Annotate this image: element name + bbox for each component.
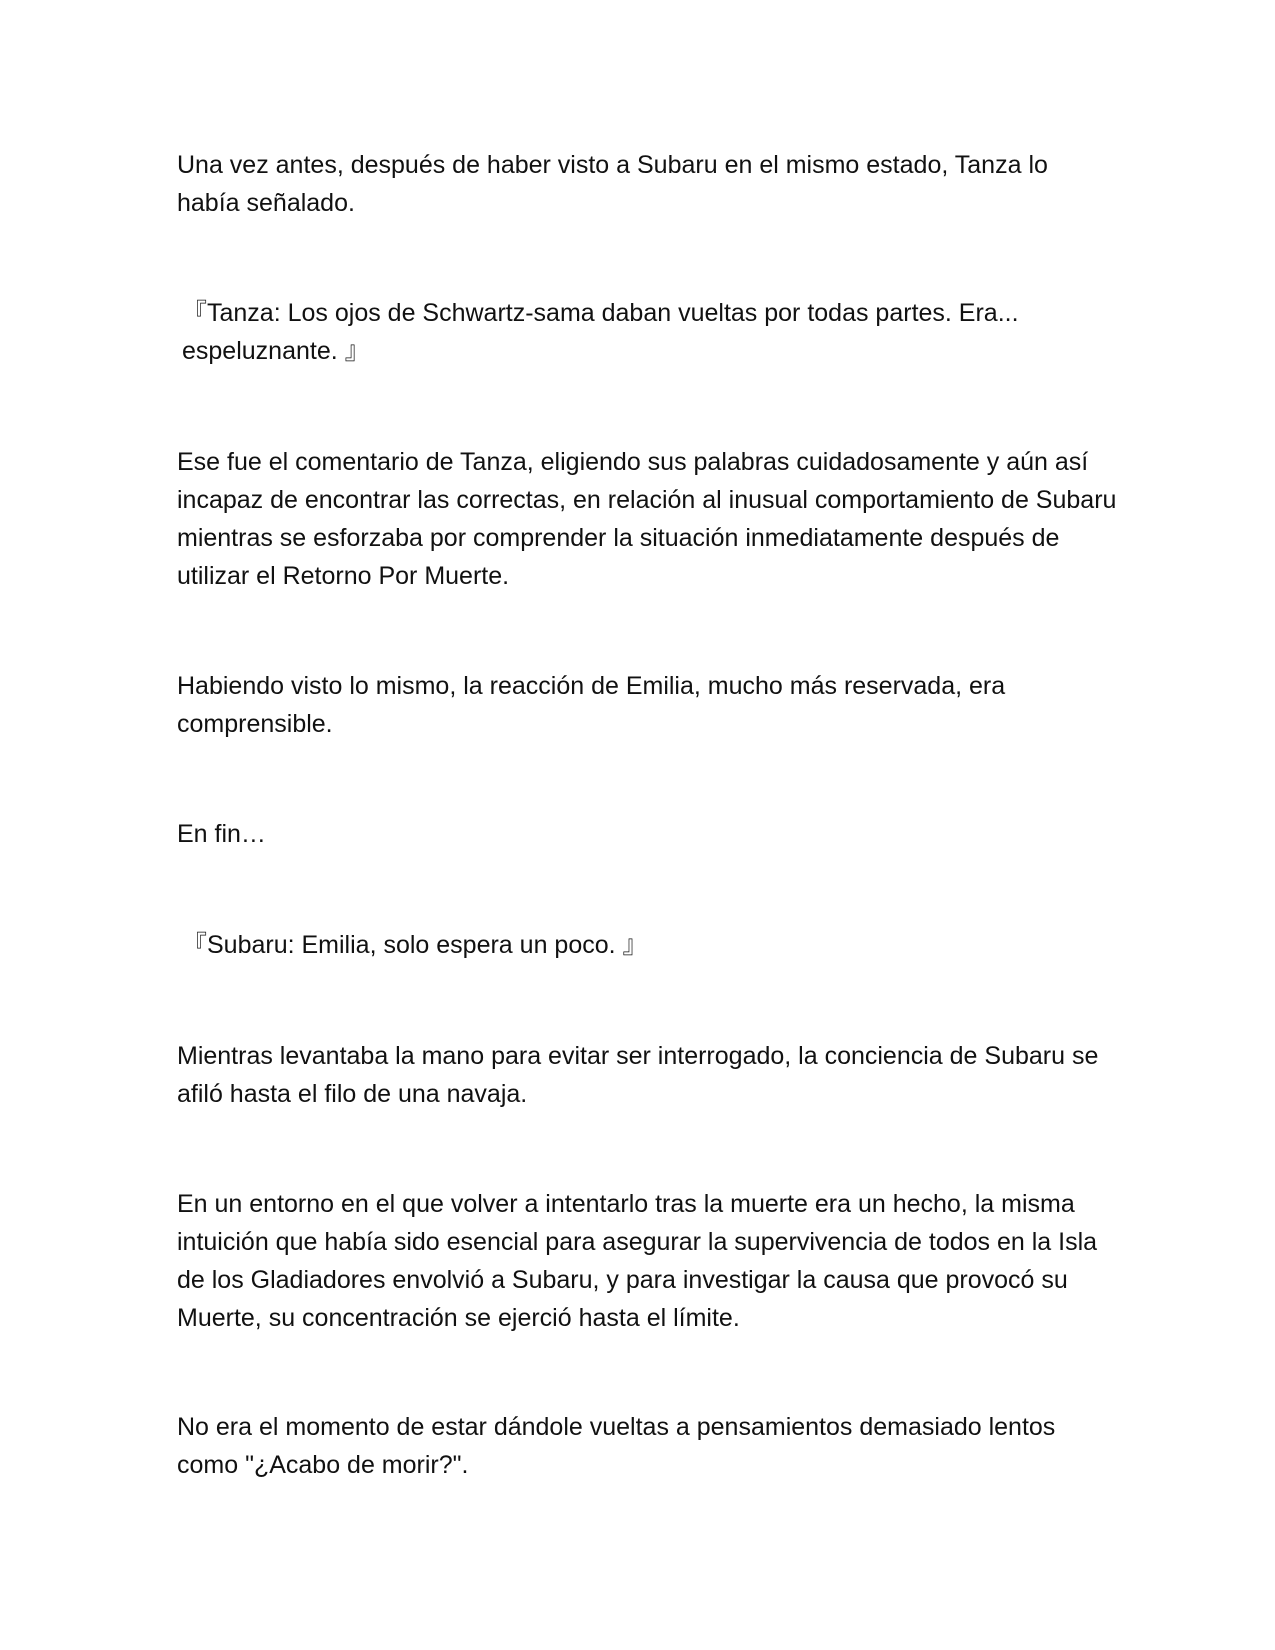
paragraph: Habiendo visto lo mismo, la reacción de Emilia, mucho más reservada, era comprensible. <box>177 672 1006 738</box>
paragraph: Una vez antes, después de haber visto a Subaru en el mismo estado, Tanza lo había señalado. <box>177 151 1048 217</box>
paragraph: Mientras levantaba la mano para evitar ser interrogado, la conciencia de Subaru se afiló hasta el filo de una navaja. <box>177 1042 1099 1108</box>
dialogue-tanza: 『Tanza: Los ojos de Schwartz-sama daban vueltas por todas partes. Era... espeluznante. 』 <box>182 299 1019 365</box>
paragraph: No era el momento de estar dándole vueltas a pensamientos demasiado lentos como "¿Acabo de morir?". <box>177 1413 1056 1479</box>
paragraph: Ese fue el comentario de Tanza, eligiendo sus palabras cuidadosamente y aún así incapaz de encontrar las correctas, en relación al inusual comportamiento de Subaru mientras se esforzaba por comprender la situación inmediatamente después de utilizar el Retorno Por Muerte. <box>177 448 1117 590</box>
dialogue-subaru: 『Subaru: Emilia, solo espera un poco. 』 <box>182 931 648 959</box>
paragraph: En fin… <box>177 820 266 848</box>
paragraph: En un entorno en el que volver a intentarlo tras la muerte era un hecho, la misma intuición que había sido esencial para asegurar la supervivencia de todos en la Isla de los Gladiadores envolvió a Subaru, y para investigar la causa que provocó su Muerte, su concentración se ejerció hasta el límite. <box>177 1190 1098 1332</box>
